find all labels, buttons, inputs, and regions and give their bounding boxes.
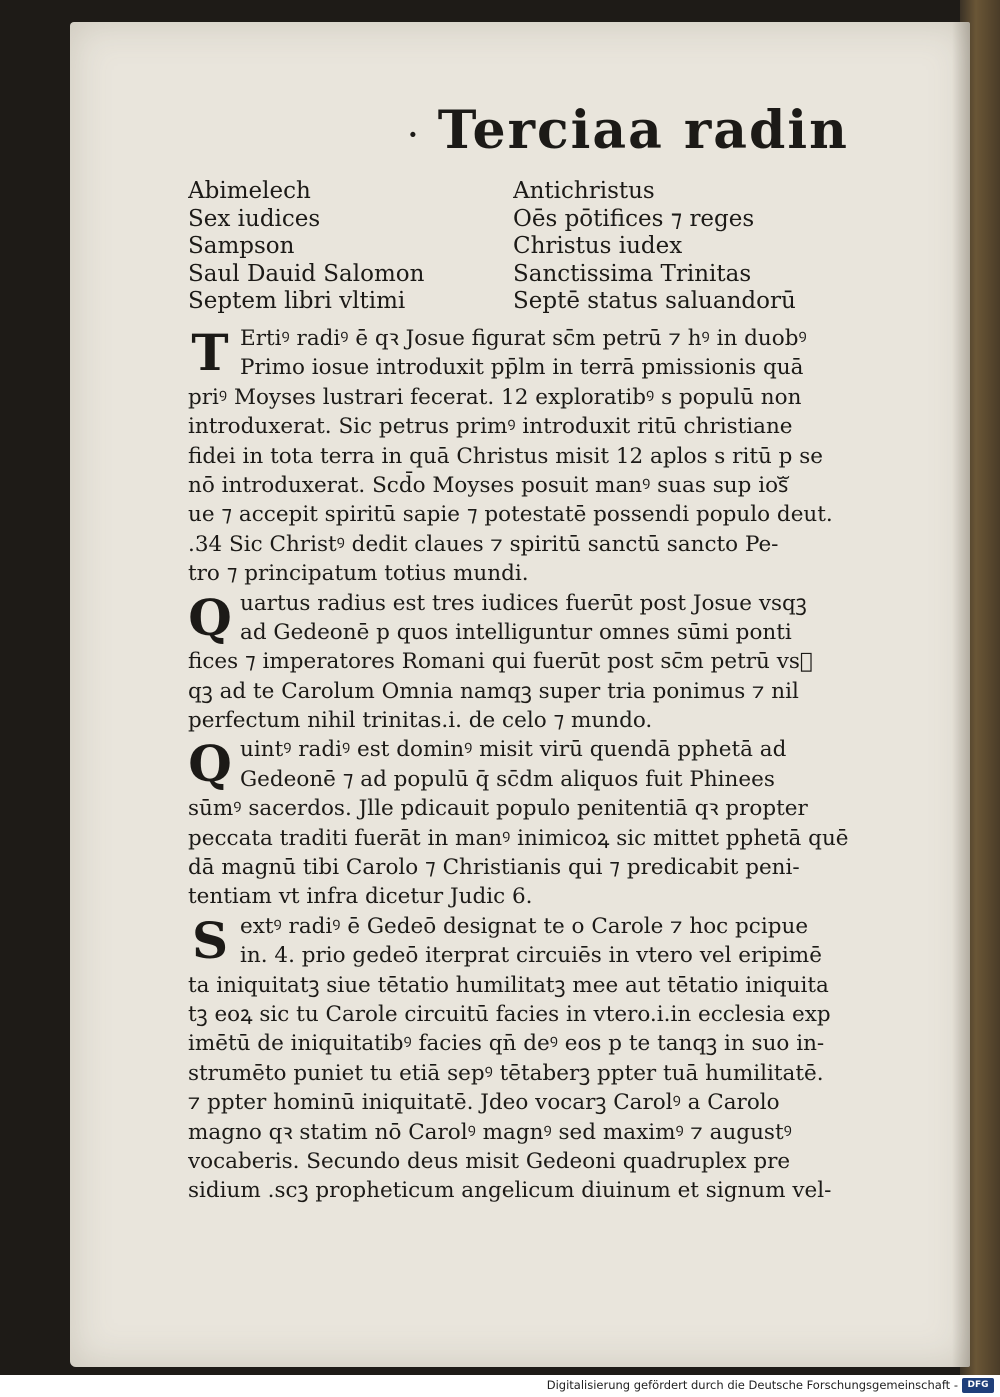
paragraph — [188, 912, 908, 1206]
list-left-entry: Septem libri vltimi — [188, 288, 406, 314]
text-line: Primo iosue introduxit pp̄lm in terrā pmissionis quā — [240, 355, 804, 381]
text-line: tro ⁊ principatum totius mundi. — [188, 561, 529, 587]
drop-initial: T — [191, 323, 229, 382]
text-line: nō introduxerat. Scd̄o Moyses posuit manꝰ suas sup iosᷓ — [188, 472, 789, 498]
text-line: Ertiꝰ radiꝰ ē qꝛ Josue figurat sc̄m petrū ⁊ hꝰ in duobꝰ — [240, 326, 807, 351]
dfg-logo: DFG — [962, 1378, 994, 1393]
list-row — [188, 233, 888, 261]
list-right-entry: Oēs pōtifices ⁊ reges — [513, 205, 755, 232]
text-line: fices ⁊ imperatores Romani qui fuerūt post sc̄m petrū vsᷓ — [188, 649, 813, 675]
list-right-entry: Septē status saluandorū — [513, 288, 796, 314]
heading-dot: · — [408, 118, 420, 151]
list-left-entry: Sex iudices — [188, 205, 321, 232]
text-line: vocaberis. Secundo deus misit Gedeoni quadruplex pre — [188, 1148, 791, 1174]
text-line: dā magnū tibi Carolo ⁊ Christianis qui ⁊ predicabit peni- — [188, 855, 800, 881]
list-right-entry: Sanctissima Trinitas — [513, 260, 752, 287]
list-row — [188, 178, 888, 206]
text-line: magno qꝛ statim nō Carolꝰ magnꝰ sed maximꝰ ⁊ augustꝰ — [188, 1119, 792, 1145]
text-line: sidium .scꝫ propheticum angelicum diuinum et signum vel- — [188, 1178, 832, 1204]
heading-title: Terciaa radin — [437, 100, 849, 161]
two-column-list — [188, 178, 888, 316]
drop-initial: Q — [188, 587, 232, 647]
text-line: .34 Sic Christꝰ dedit claues ⁊ spiritū sanctū sancto Pe- — [188, 531, 779, 557]
drop-initial: S — [191, 910, 229, 970]
list-right-entry: Antichristus — [513, 178, 655, 204]
text-line: qꝫ ad te Carolum Omnia namqꝫ super tria ponimus ⁊ nil — [188, 678, 799, 704]
paragraph — [188, 324, 908, 589]
list-row — [188, 288, 888, 316]
footer-bar — [0, 1375, 1000, 1397]
text-line: extꝰ radiꝰ ē Gedeō designat te o Carole ⁊ hoc pcipue — [240, 913, 809, 939]
text-line: ⁊ ppter hominū iniquitatē. Jdeo vocarꝫ Carolꝰ a Carolo — [188, 1090, 780, 1116]
text-line: imētū de iniquitatibꝰ facies qn̄ deꝰ eos p te tanqꝫ in suo in- — [188, 1031, 825, 1057]
text-line: introduxerat. Sic petrus primꝰ introduxit ritū christiane — [188, 414, 793, 440]
text-line: Gedeonē ⁊ ad populū q̄ sc̄dm aliquos fuit Phinees — [240, 766, 775, 792]
list-row — [188, 261, 888, 289]
list-right-entry: Christus iudex — [513, 233, 683, 259]
text-line: ta iniquitatꝫ siue tētatio humilitatꝫ mee aut tētatio iniquita — [188, 972, 829, 998]
text-line: ue ⁊ accepit spiritū sapie ⁊ potestatē possendi populo deut. — [188, 502, 833, 528]
footer-credit: Digitalisierung gefördert durch die Deutsche Forschungsgemeinschaft - — [546, 1378, 958, 1392]
text-line: peccata traditi fuerāt in manꝰ inimicoꝝ sic mittet pphetā quē — [188, 825, 849, 851]
text-line: uintꝰ radiꝰ est dominꝰ misit virū quendā pphetā ad — [240, 737, 787, 763]
list-row — [188, 206, 888, 234]
text-line: perfectum nihil trinitas.i. de celo ⁊ mundo. — [188, 708, 653, 734]
list-left-entry: Saul Dauid Salomon — [188, 260, 425, 287]
list-left-entry: Abimelech — [188, 178, 311, 204]
text-line: sūmꝰ sacerdos. Jlle pdicauit populo penitentiā qꝛ propter — [188, 796, 808, 822]
text-line: fidei in tota terra in quā Christus misit 12 aplos s ritū p se — [188, 443, 824, 469]
paragraph — [188, 735, 908, 911]
body-text — [188, 324, 908, 1206]
text-line: strumēto puniet tu etiā sepꝰ tētaberꝫ ppter tuā humilitatē. — [188, 1060, 824, 1086]
text-line: tentiam vt infra dicetur Judic 6. — [188, 884, 533, 910]
text-line: in. 4. prio gedeō iterprat circuiēs in vtero vel eripimē — [240, 943, 822, 969]
text-line: priꝰ Moyses lustrari fecerat. 12 exploratibꝰ s populū non — [188, 384, 802, 410]
text-line: tꝫ eoꝝ sic tu Carole circuitū facies in vtero.i.in ecclesia exp — [188, 1001, 831, 1027]
text-line: ad Gedeonē p quos intelliguntur omnes sūmi ponti — [240, 619, 792, 645]
paragraph — [188, 589, 908, 736]
drop-initial: Q — [188, 734, 232, 794]
list-left-entry: Sampson — [188, 233, 295, 259]
page-heading — [408, 100, 868, 161]
text-line: uartus radius est tres iudices fuerūt post Josue vsqꝫ — [240, 590, 807, 616]
